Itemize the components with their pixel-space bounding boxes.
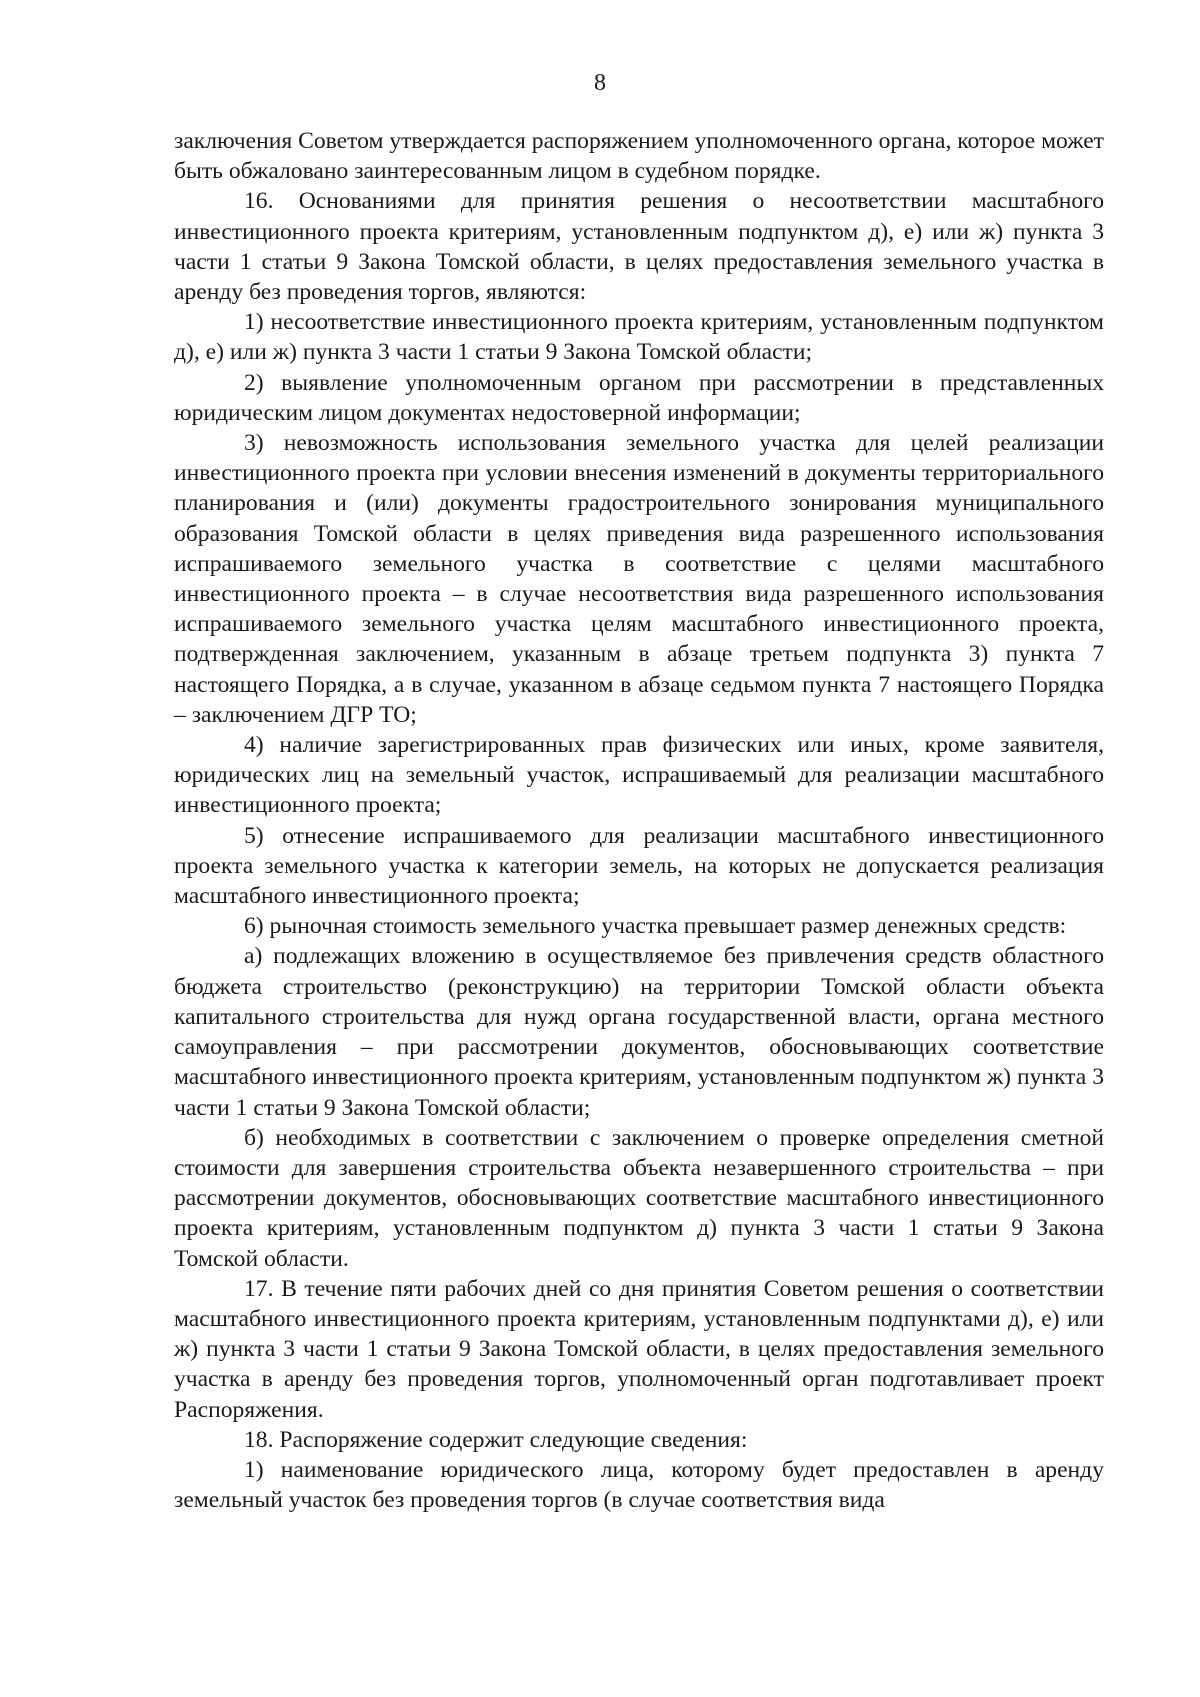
document-body (174, 126, 1104, 1515)
paragraph-subitem-4: 4) наличие зарегистрированных прав физических или иных, кроме заявителя, юридических лиц на земельный участок, испрашиваемый для реализации масштабного инвестиционного проекта; (174, 732, 1104, 819)
paragraph-subitem-2: 2) выявление уполномоченным органом при рассмотрении в представленных юридическим лицом документах недостоверной информации; (174, 369, 1104, 426)
paragraph-item-16: 16. Основаниями для принятия решения о несоответствии масштабного инвестиционного проекта критериям, установленным подпунктом д), е) или ж) пункта 3 части 1 статьи 9 Закона Томской области, в целях предоставления земельного участка в аренду без проведения торгов, являются: (174, 188, 1104, 306)
paragraph-subitem-6a: а) подлежащих вложению в осуществляемое без привлечения средств областного бюджета строительство (реконструкцию) на территории Томской области объекта капитального строительства для нужд органа государственной власти, органа местного самоуправления – при рассмотрении документов, обосновывающих соответствие масштабного инвестиционного проекта критериям, установленным подпунктом ж) пункта 3 части 1 статьи 9 Закона Томской области; (174, 943, 1104, 1121)
paragraph-subitem-6: 6) рыночная стоимость земельного участка превышает размер денежных средств: (244, 913, 1067, 940)
paragraph-item-18-subitem-1: 1) наименование юридического лица, которому будет предоставлен в аренду земельный участок без проведения торгов (в случае соответствия вида (174, 1456, 1104, 1514)
paragraph-continuation: заключения Советом утверждается распоряжением уполномоченного органа, которое может быть обжаловано заинтересованным лицом в судебном порядке. (174, 128, 1104, 185)
paragraph-subitem-1: 1) несоответствие инвестиционного проекта критериям, установленным подпунктом д), е) или ж) пункта 3 части 1 статьи 9 Закона Томской области; (174, 309, 1104, 366)
paragraph-subitem-6b: б) необходимых в соответствии с заключением о проверке определения сметной стоимости для завершения строительства объекта незавершенного строительства – при рассмотрении документов, обосновывающих соответствие масштабного инвестиционного проекта критериям, установленным подпунктом д) пункта 3 части 1 статьи 9 Закона Томской области. (174, 1124, 1104, 1272)
page-number: 8 (594, 70, 606, 96)
paragraph-item-17: 17. В течение пяти рабочих дней со дня принятия Советом решения о соответствии масштабного инвестиционного проекта критериям, установленным подпунктами д), е) или ж) пункта 3 части 1 статьи 9 Закона Томской области, в целях предоставления земельного участка в аренду без проведения торгов, уполномоченный орган подготавливает проект Распоряжения. (174, 1275, 1104, 1423)
paragraph-item-18: 18. Распоряжение содержит следующие сведения: (244, 1426, 748, 1453)
paragraph-subitem-3: 3) невозможность использования земельного участка для целей реализации инвестиционного проекта при условии внесения изменений в документы территориального планирования и (или) документы градостроительного зонирования муниципального образования Томской области в целях приведения вида разрешенного использования испрашиваемого земельного участка в соответствие с целями масштабного инвестиционного проекта – в случае несоответствия вида разрешенного использования испрашиваемого земельного участка целям масштабного инвестиционного проекта, подтвержденная заключением, указанным в абзаце третьем подпункта 3) пункта 7 настоящего Порядка, а в случае, указанном в абзаце седьмом пункта 7 настоящего Порядка – заключением ДГР ТО; (174, 430, 1104, 728)
paragraph-subitem-5: 5) отнесение испрашиваемого для реализации масштабного инвестиционного проекта земельного участка к категории земель, на которых не допускается реализация масштабного инвестиционного проекта; (174, 822, 1104, 910)
